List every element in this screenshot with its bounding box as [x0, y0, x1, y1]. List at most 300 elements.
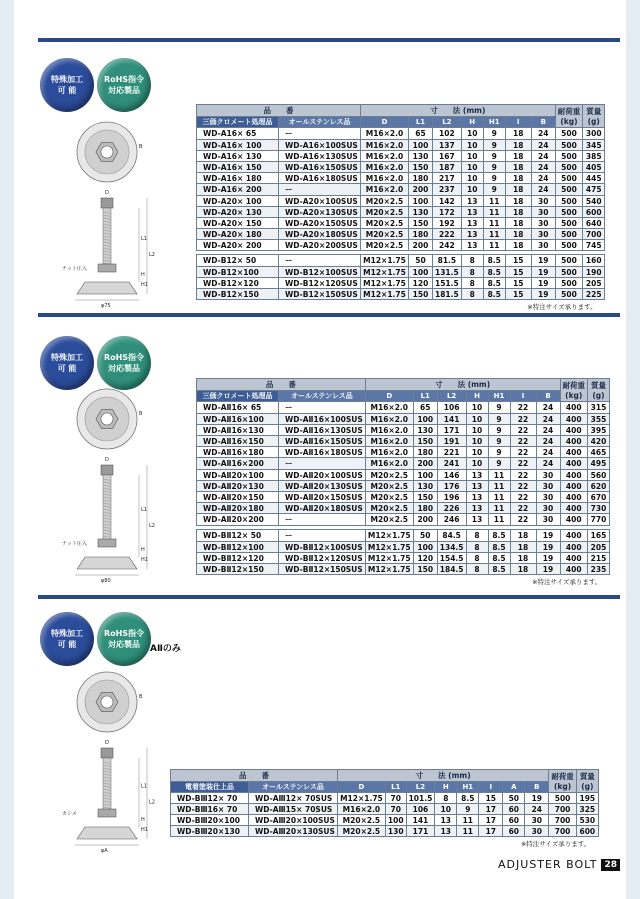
value-cell: M16×2.0	[361, 140, 409, 151]
value-cell: 620	[588, 481, 610, 492]
value-cell: 400	[560, 470, 588, 481]
value-cell: M16×2.0	[361, 173, 409, 184]
a2-only-label: AⅡのみ	[150, 644, 181, 654]
value-cell: 10	[461, 162, 483, 173]
value-cell: 770	[588, 514, 610, 526]
adjuster-bolt-svg	[62, 668, 172, 853]
value-cell: 11	[488, 470, 510, 481]
part-number-cell: WD-BⅡ12×100	[197, 542, 279, 553]
value-cell: 700	[549, 815, 577, 826]
rohs-badge	[97, 58, 151, 112]
value-cell: 400	[560, 447, 588, 458]
header-load: 耐荷重 (kg)	[560, 379, 588, 402]
bolt-hole	[101, 696, 113, 708]
value-cell: 19	[536, 564, 560, 575]
value-cell: 22	[510, 414, 536, 425]
part-number-cell: WD-BⅢ12× 70	[171, 793, 249, 804]
value-cell: 500	[555, 140, 583, 151]
part-number-cell: WD-A16× 180	[197, 173, 279, 184]
value-cell: M16×2.0	[365, 436, 413, 447]
table-row	[197, 447, 610, 458]
value-cell: 9	[483, 151, 505, 162]
value-cell: 13	[466, 470, 488, 481]
part-number-cell: WD-BⅢ20×130	[171, 826, 249, 837]
table-row	[197, 542, 610, 553]
header-mass: 質量 (g)	[576, 770, 598, 793]
value-cell: 22	[510, 425, 536, 436]
header-dimensions: 寸 法 (mm)	[337, 770, 548, 782]
sus-part-cell: WD-AⅡ20×100SUS	[279, 470, 366, 481]
sus-part-cell: WD-AⅡ20×130SUS	[279, 481, 366, 492]
value-cell: 24	[531, 173, 555, 184]
table-row	[171, 815, 599, 826]
badge-line: RoHS指令	[103, 353, 145, 362]
value-cell: 141	[437, 414, 466, 425]
value-cell: M12×1.75	[365, 564, 413, 575]
value-cell: M16×2.0	[361, 151, 409, 162]
value-cell: 700	[583, 229, 605, 240]
value-cell: 8	[466, 564, 488, 575]
header-row-columns	[197, 391, 610, 402]
value-cell: 10	[466, 402, 488, 414]
badge-line: 可 能	[57, 364, 77, 373]
table-row	[197, 218, 605, 229]
value-cell: 22	[510, 514, 536, 526]
value-cell: M20×2.5	[361, 207, 409, 218]
header-mass: 質量 (g)	[588, 379, 610, 402]
table-row	[197, 492, 610, 503]
label-b: B	[139, 144, 143, 150]
value-cell: 13	[466, 514, 488, 526]
sus-part-cell: WD-A20×100SUS	[279, 196, 361, 207]
value-cell: 172	[433, 207, 462, 218]
adjuster-drawing	[62, 385, 172, 583]
value-cell: 30	[531, 196, 555, 207]
table-row	[197, 173, 605, 184]
value-cell: 171	[437, 425, 466, 436]
value-cell: M16×2.0	[365, 425, 413, 436]
value-cell: 22	[510, 503, 536, 514]
value-cell: M12×1.75	[361, 289, 409, 300]
table-row	[197, 530, 610, 542]
value-cell: 120	[409, 278, 433, 289]
value-cell: 11	[488, 514, 510, 526]
value-cell: 11	[488, 503, 510, 514]
value-cell: 9	[488, 414, 510, 425]
value-cell: 11	[457, 826, 479, 837]
value-cell: 246	[437, 514, 466, 526]
part-number-cell: WD-A20× 200	[197, 240, 279, 251]
label-phi: φ75	[101, 303, 111, 308]
value-cell: M16×2.0	[365, 402, 413, 414]
custom-size-note: ※特注サイズ承ります。	[527, 303, 597, 311]
value-cell: 13	[466, 492, 488, 503]
sus-part-cell: WD-A20×130SUS	[279, 207, 361, 218]
part-number-cell: WD-BⅡ12× 50	[197, 530, 279, 542]
part-number-cell: WD-B12×100	[197, 267, 279, 278]
header-dim-a: A	[503, 782, 525, 793]
header-row-columns	[171, 782, 599, 793]
value-cell: 445	[583, 173, 605, 184]
value-cell: 30	[536, 514, 560, 526]
part-number-cell: WD-AⅡ20×150	[197, 492, 279, 503]
part-number-cell: WD-AⅡ16× 65	[197, 402, 279, 414]
sus-part-cell: WD-AⅢ15× 70SUS	[249, 804, 338, 815]
value-cell: 184.5	[437, 564, 466, 575]
header-finish-b: オールステンレス品	[279, 117, 361, 128]
value-cell: 192	[433, 218, 462, 229]
value-cell: 400	[560, 530, 588, 542]
table-row	[197, 278, 605, 289]
value-cell: 19	[531, 289, 555, 300]
value-cell: 9	[483, 162, 505, 173]
value-cell: 10	[461, 173, 483, 184]
value-cell: 8	[466, 542, 488, 553]
adjuster-drawing	[62, 668, 172, 853]
value-cell: 15	[505, 289, 531, 300]
table-row	[197, 151, 605, 162]
value-cell: 8	[461, 289, 483, 300]
value-cell: 500	[555, 255, 583, 267]
value-cell: 405	[583, 162, 605, 173]
value-cell: M20×2.5	[365, 470, 413, 481]
table-row	[197, 184, 605, 196]
value-cell: 180	[409, 173, 433, 184]
value-cell: M20×2.5	[361, 240, 409, 251]
value-cell: 8	[461, 267, 483, 278]
value-cell: 18	[505, 218, 531, 229]
header-part-number: 品 番	[197, 105, 361, 117]
value-cell: M20×2.5	[361, 218, 409, 229]
sus-part-cell: WD-A16×130SUS	[279, 151, 361, 162]
value-cell: 142	[433, 196, 462, 207]
label-h: H	[141, 272, 145, 278]
value-cell: 500	[555, 218, 583, 229]
base-side-view	[77, 557, 137, 569]
header-dim-d: D	[365, 391, 413, 402]
header-part-number: 品 番	[171, 770, 338, 782]
table-row	[197, 470, 610, 481]
part-number-cell: WD-B12×120	[197, 278, 279, 289]
value-cell: M20×2.5	[365, 481, 413, 492]
value-cell: 22	[510, 447, 536, 458]
value-cell: 9	[488, 436, 510, 447]
label-h: H	[141, 817, 145, 823]
value-cell: 205	[583, 278, 605, 289]
value-cell: 241	[437, 458, 466, 470]
value-cell: 30	[531, 207, 555, 218]
sus-part-cell: ー	[279, 514, 366, 526]
value-cell: 137	[433, 140, 462, 151]
value-cell: 217	[433, 173, 462, 184]
label-d: D	[105, 457, 109, 463]
part-number-cell: WD-A16× 200	[197, 184, 279, 196]
value-cell: 200	[409, 240, 433, 251]
table-row	[197, 289, 605, 300]
sus-part-cell: ー	[279, 255, 361, 267]
part-number-cell: WD-AⅡ16×150	[197, 436, 279, 447]
value-cell: 500	[555, 151, 583, 162]
label-l2: L2	[149, 252, 155, 258]
part-number-cell: WD-AⅡ16×130	[197, 425, 279, 436]
badge-line: 可 能	[57, 640, 77, 649]
value-cell: 180	[413, 447, 437, 458]
value-cell: 222	[433, 229, 462, 240]
value-cell: 8	[466, 553, 488, 564]
value-cell: 30	[531, 240, 555, 251]
value-cell: 22	[510, 402, 536, 414]
value-cell: 81.5	[433, 255, 462, 267]
header-part-number: 品 番	[197, 379, 366, 391]
special-processing-badge	[40, 612, 94, 666]
sus-part-cell: WD-B12×150SUS	[279, 289, 361, 300]
part-number-cell: WD-A16× 100	[197, 140, 279, 151]
value-cell: 10	[461, 184, 483, 196]
badge-line: RoHS指令	[103, 629, 145, 638]
sus-part-cell: WD-AⅢ20×130SUS	[249, 826, 338, 837]
value-cell: 50	[503, 793, 525, 804]
value-cell: 500	[555, 184, 583, 196]
value-cell: 13	[466, 481, 488, 492]
value-cell: 100	[385, 815, 406, 826]
part-number-cell: WD-BⅡ12×120	[197, 553, 279, 564]
value-cell: 500	[555, 128, 583, 140]
value-cell: 191	[437, 436, 466, 447]
value-cell: 150	[413, 492, 437, 503]
header-row-groups	[171, 770, 599, 782]
value-cell: 19	[536, 530, 560, 542]
value-cell: 65	[409, 128, 433, 140]
header-dim-b: B	[525, 782, 549, 793]
lock-nut	[98, 539, 116, 547]
value-cell: 195	[576, 793, 598, 804]
value-cell: 106	[437, 402, 466, 414]
value-cell: 560	[588, 470, 610, 481]
value-cell: 60	[503, 815, 525, 826]
value-cell: 141	[406, 815, 435, 826]
value-cell: 134.5	[437, 542, 466, 553]
spec-table	[170, 769, 599, 837]
value-cell: 11	[483, 240, 505, 251]
value-cell: 17	[479, 826, 503, 837]
value-cell: 215	[588, 553, 610, 564]
part-number-cell: WD-AⅡ16×180	[197, 447, 279, 458]
part-number-cell: WD-A20× 100	[197, 196, 279, 207]
value-cell: 200	[409, 184, 433, 196]
table-row	[197, 196, 605, 207]
value-cell: 65	[413, 402, 437, 414]
value-cell: M12×1.75	[361, 278, 409, 289]
value-cell: M12×1.75	[361, 255, 409, 267]
value-cell: M16×2.0	[365, 414, 413, 425]
value-cell: 9	[457, 804, 479, 815]
value-cell: 9	[483, 184, 505, 196]
value-cell: 13	[461, 240, 483, 251]
label-l1: L1	[141, 236, 147, 242]
adjuster-bolt-svg	[62, 118, 172, 308]
value-cell: 13	[461, 218, 483, 229]
value-cell: 30	[536, 470, 560, 481]
value-cell: 100	[413, 542, 437, 553]
badge-line: 可 能	[57, 86, 77, 95]
value-cell: 146	[437, 470, 466, 481]
value-cell: 187	[433, 162, 462, 173]
sus-part-cell: WD-A16×150SUS	[279, 162, 361, 173]
header-finish-b: オールステンレス品	[279, 391, 366, 402]
header-dim-d: D	[361, 117, 409, 128]
header-finish-a: 電着塗装仕上品	[171, 782, 249, 793]
lock-nut	[98, 264, 116, 272]
table-row	[171, 804, 599, 815]
value-cell: 15	[505, 255, 531, 267]
value-cell: 102	[433, 128, 462, 140]
label-b: B	[139, 694, 143, 700]
label-l2: L2	[149, 523, 155, 529]
sus-part-cell: ー	[279, 402, 366, 414]
value-cell: 355	[588, 414, 610, 425]
section-divider-3	[38, 595, 596, 599]
sus-part-cell: WD-A20×180SUS	[279, 229, 361, 240]
value-cell: 24	[531, 162, 555, 173]
header-load: 耐荷重 (kg)	[549, 770, 577, 793]
table-row	[197, 436, 610, 447]
sus-part-cell: WD-BⅡ12×120SUS	[279, 553, 366, 564]
value-cell: 500	[555, 229, 583, 240]
header-row-groups	[197, 105, 605, 117]
value-cell: 8.5	[488, 553, 510, 564]
base-side-view	[77, 282, 137, 294]
lock-nut	[98, 809, 116, 817]
label-l2: L2	[149, 799, 155, 806]
value-cell: 10	[461, 128, 483, 140]
value-cell: 475	[583, 184, 605, 196]
table-row	[197, 402, 610, 414]
value-cell: 13	[461, 229, 483, 240]
part-number-cell: WD-A16× 130	[197, 151, 279, 162]
value-cell: M20×2.5	[365, 503, 413, 514]
label-l1: L1	[141, 507, 147, 513]
badge-line: 特殊加工	[51, 629, 83, 638]
page-number: 28	[601, 859, 620, 871]
value-cell: 9	[483, 173, 505, 184]
badge-line: 対応製品	[108, 86, 140, 95]
value-cell: 730	[588, 503, 610, 514]
header-dimensions: 寸 法 (mm)	[365, 379, 560, 391]
value-cell: 700	[549, 804, 577, 815]
value-cell: 60	[503, 826, 525, 837]
value-cell: M12×1.75	[365, 542, 413, 553]
value-cell: 167	[433, 151, 462, 162]
value-cell: 13	[435, 826, 457, 837]
bolt-head	[101, 465, 113, 475]
sus-part-cell: WD-B12×120SUS	[279, 278, 361, 289]
value-cell: 130	[385, 826, 406, 837]
value-cell: 70	[385, 804, 406, 815]
right-edge-tint	[626, 0, 640, 899]
value-cell: 19	[531, 278, 555, 289]
header-row-groups	[197, 379, 610, 391]
value-cell: 18	[510, 553, 536, 564]
sus-part-cell: WD-AⅢ20×100SUS	[249, 815, 338, 826]
value-cell: 24	[536, 458, 560, 470]
value-cell: 15	[505, 267, 531, 278]
value-cell: 18	[505, 173, 531, 184]
value-cell: M16×2.0	[337, 804, 385, 815]
value-cell: 11	[483, 196, 505, 207]
value-cell: 24	[536, 436, 560, 447]
value-cell: 30	[536, 481, 560, 492]
value-cell: 30	[536, 503, 560, 514]
value-cell: 495	[588, 458, 610, 470]
value-cell: 10	[466, 458, 488, 470]
header-dim-l2: L2	[433, 117, 462, 128]
value-cell: 160	[583, 255, 605, 267]
label-l1: L1	[141, 783, 147, 790]
value-cell: 420	[588, 436, 610, 447]
table-row	[171, 826, 599, 837]
value-cell: 30	[536, 492, 560, 503]
part-number-cell: WD-AⅡ16×200	[197, 458, 279, 470]
label-phi: φ80	[101, 578, 111, 583]
value-cell: 10	[435, 804, 457, 815]
table-row	[197, 128, 605, 140]
value-cell: 9	[488, 447, 510, 458]
bolt-head	[101, 198, 113, 208]
value-cell: M16×2.0	[365, 447, 413, 458]
part-number-cell: WD-A16× 65	[197, 128, 279, 140]
part-number-cell: WD-B12×150	[197, 289, 279, 300]
value-cell: 8	[461, 278, 483, 289]
badge-line: 対応製品	[108, 364, 140, 373]
label-h1: H1	[141, 557, 148, 563]
value-cell: 700	[549, 826, 577, 837]
table-row	[197, 564, 610, 575]
header-dim-h: H	[435, 782, 457, 793]
value-cell: 8.5	[488, 542, 510, 553]
value-cell: 150	[409, 289, 433, 300]
sus-part-cell: WD-AⅢ12× 70SUS	[249, 793, 338, 804]
header-dim-i: I	[510, 391, 536, 402]
value-cell: 465	[588, 447, 610, 458]
value-cell: 11	[457, 815, 479, 826]
spec-table	[196, 104, 605, 300]
value-cell: 10	[466, 414, 488, 425]
value-cell: 500	[555, 267, 583, 278]
value-cell: 24	[531, 151, 555, 162]
section-divider-1	[38, 38, 596, 42]
part-number-cell: WD-A20× 130	[197, 207, 279, 218]
value-cell: 400	[560, 492, 588, 503]
value-cell: 500	[555, 173, 583, 184]
sus-part-cell: WD-AⅡ16×100SUS	[279, 414, 366, 425]
value-cell: 9	[488, 402, 510, 414]
value-cell: 150	[413, 564, 437, 575]
value-cell: M20×2.5	[365, 492, 413, 503]
left-edge-tint	[0, 0, 14, 899]
value-cell: 11	[488, 492, 510, 503]
sus-part-cell: WD-BⅡ12×150SUS	[279, 564, 366, 575]
label-b: B	[139, 411, 143, 417]
value-cell: 100	[409, 267, 433, 278]
value-cell: 13	[466, 503, 488, 514]
value-cell: 8.5	[483, 255, 505, 267]
table-row	[197, 514, 610, 526]
value-cell: 400	[560, 402, 588, 414]
value-cell: 400	[560, 436, 588, 447]
badge-line: 特殊加工	[51, 75, 83, 84]
value-cell: 18	[505, 140, 531, 151]
header-dim-i: I	[479, 782, 503, 793]
